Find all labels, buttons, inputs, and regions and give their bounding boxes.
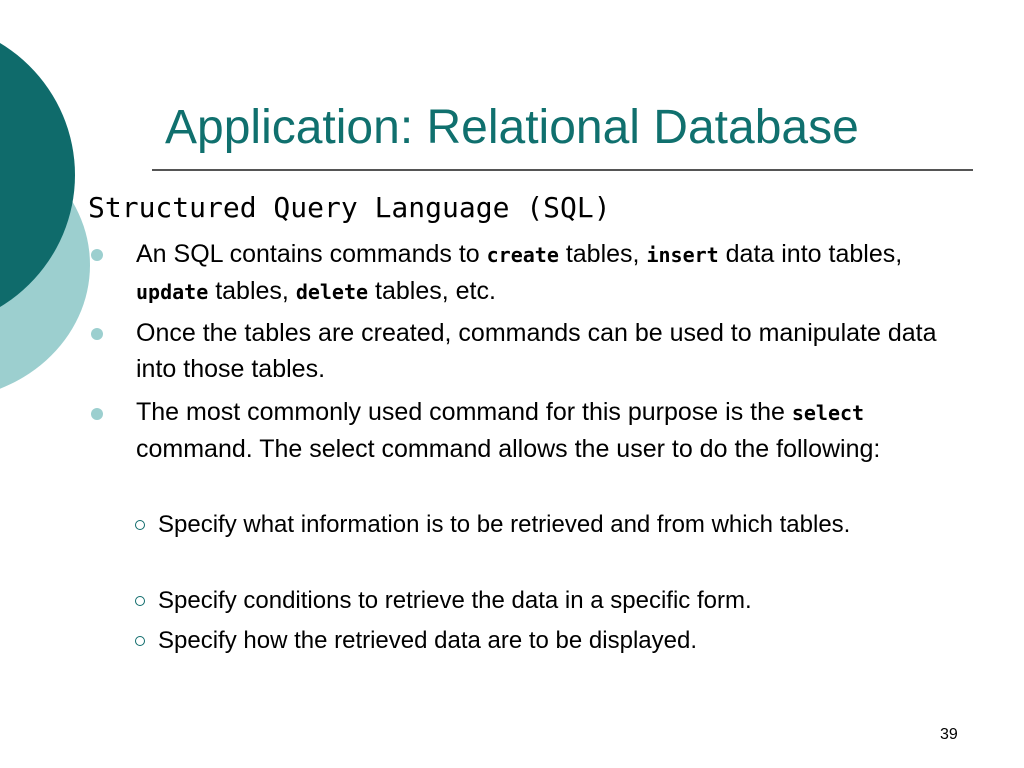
slide-title: Application: Relational Database: [165, 101, 859, 154]
keyword-update: update: [136, 280, 209, 304]
section-heading: Structured Query Language (SQL): [88, 191, 611, 224]
bullet-text: An SQL contains commands to: [136, 240, 487, 268]
bullet-text: tables, etc.: [368, 277, 496, 305]
bullet-icon: [91, 408, 103, 420]
sub-bullet-icon: [135, 636, 145, 646]
bullet-item-manipulate: Once the tables are created, commands can be used to manipulate data into those tables.: [136, 319, 937, 383]
bullet-text: command. The select command allows the user to do the following:: [136, 435, 881, 463]
keyword-insert: insert: [646, 243, 719, 267]
sub-bullet-item: Specify conditions to retrieve the data in a specific form.: [158, 587, 752, 614]
bullet-text: data into tables,: [718, 240, 903, 268]
bullet-icon: [91, 249, 103, 261]
bullet-item-sql-commands: [136, 236, 956, 310]
sub-bullet-item: Specify how the retrieved data are to be displayed.: [158, 627, 697, 654]
bullet-text: tables,: [208, 277, 296, 305]
bullet-icon: [91, 328, 103, 340]
bullet-text: The most commonly used command for this purpose is the: [136, 398, 792, 426]
keyword-select: select: [791, 401, 865, 425]
sub-bullet-item: Specify what information is to be retrieved and from which tables.: [158, 511, 851, 538]
keyword-delete: delete: [295, 280, 369, 304]
page-number: 39: [940, 726, 958, 743]
sub-bullet-icon: [135, 596, 145, 606]
keyword-create: create: [486, 243, 559, 267]
bullet-text: tables,: [558, 240, 647, 268]
bullet-item-select: [136, 394, 956, 467]
sub-bullet-icon: [135, 520, 145, 530]
